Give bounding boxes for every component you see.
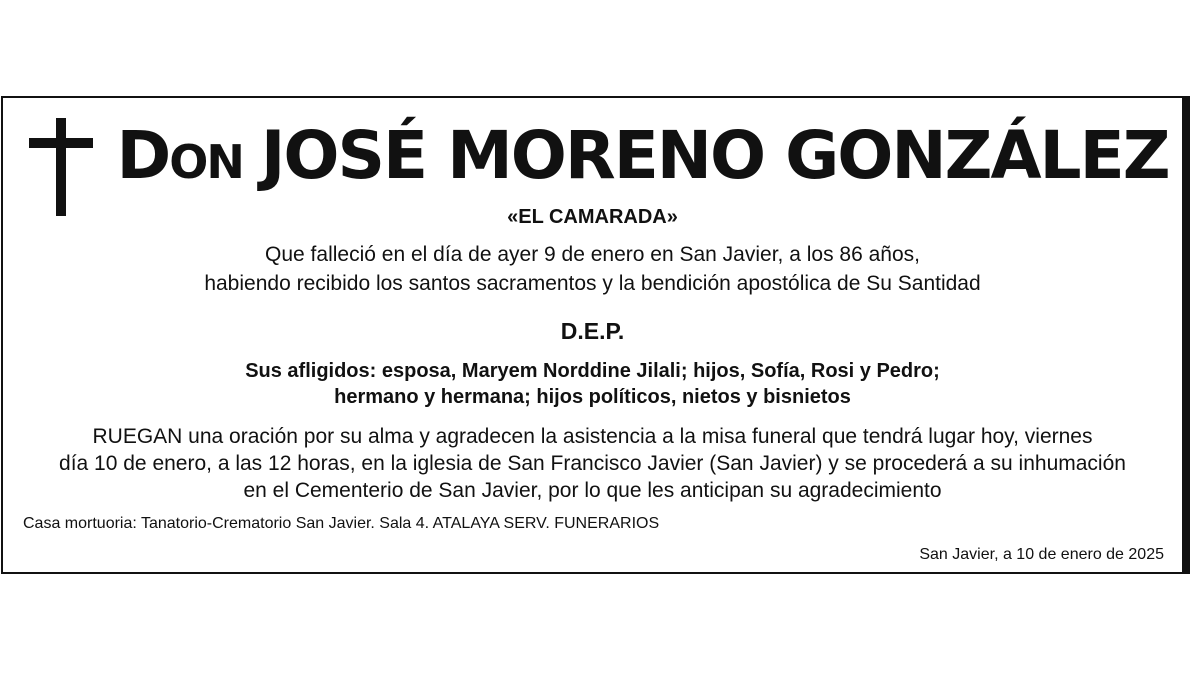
deceased-name-heading [103,116,1182,196]
funeral-home: Casa mortuoria: Tanatorio-Crematorio San Javier. Sala 4. ATALAYA SERV. FUNERARIOS [23,515,660,532]
death-line: habiendo recibido los santos sacramentos y la bendición apostólica de Su Santidad [204,272,981,295]
request-line: día 10 de enero, a las 12 horas, en la iglesia de San Francisco Javier (San Javier) y se procederá a su inhumación [59,452,1126,475]
request-line: en el Cementerio de San Javier, por lo que les anticipan su agradecimiento [243,479,942,502]
obituary-notice [1,96,1190,574]
nickname: «EL CAMARADA» [507,206,678,228]
deceased-name: JOSÉ MORENO GONZÁLEZ [260,117,1169,194]
family-line: hermano y hermana; hijos políticos, nietos y bisnietos [334,386,851,408]
request-line: RUEGAN una oración por su alma y agradecen la asistencia a la misa funeral que tendrá lugar hoy, viernes [92,425,1093,448]
dep-label: D.E.P. [560,318,625,344]
honorific: Don [116,117,243,194]
family-line: Sus afligidos: esposa, Maryem Norddine Jilali; hijos, Sofía, Rosi y Pedro; [245,360,940,382]
death-line: Que falleció en el día de ayer 9 de enero en San Javier, a los 86 años, [265,243,920,266]
cross-icon [29,118,93,216]
place-date: San Javier, a 10 de enero de 2025 [919,546,1164,563]
